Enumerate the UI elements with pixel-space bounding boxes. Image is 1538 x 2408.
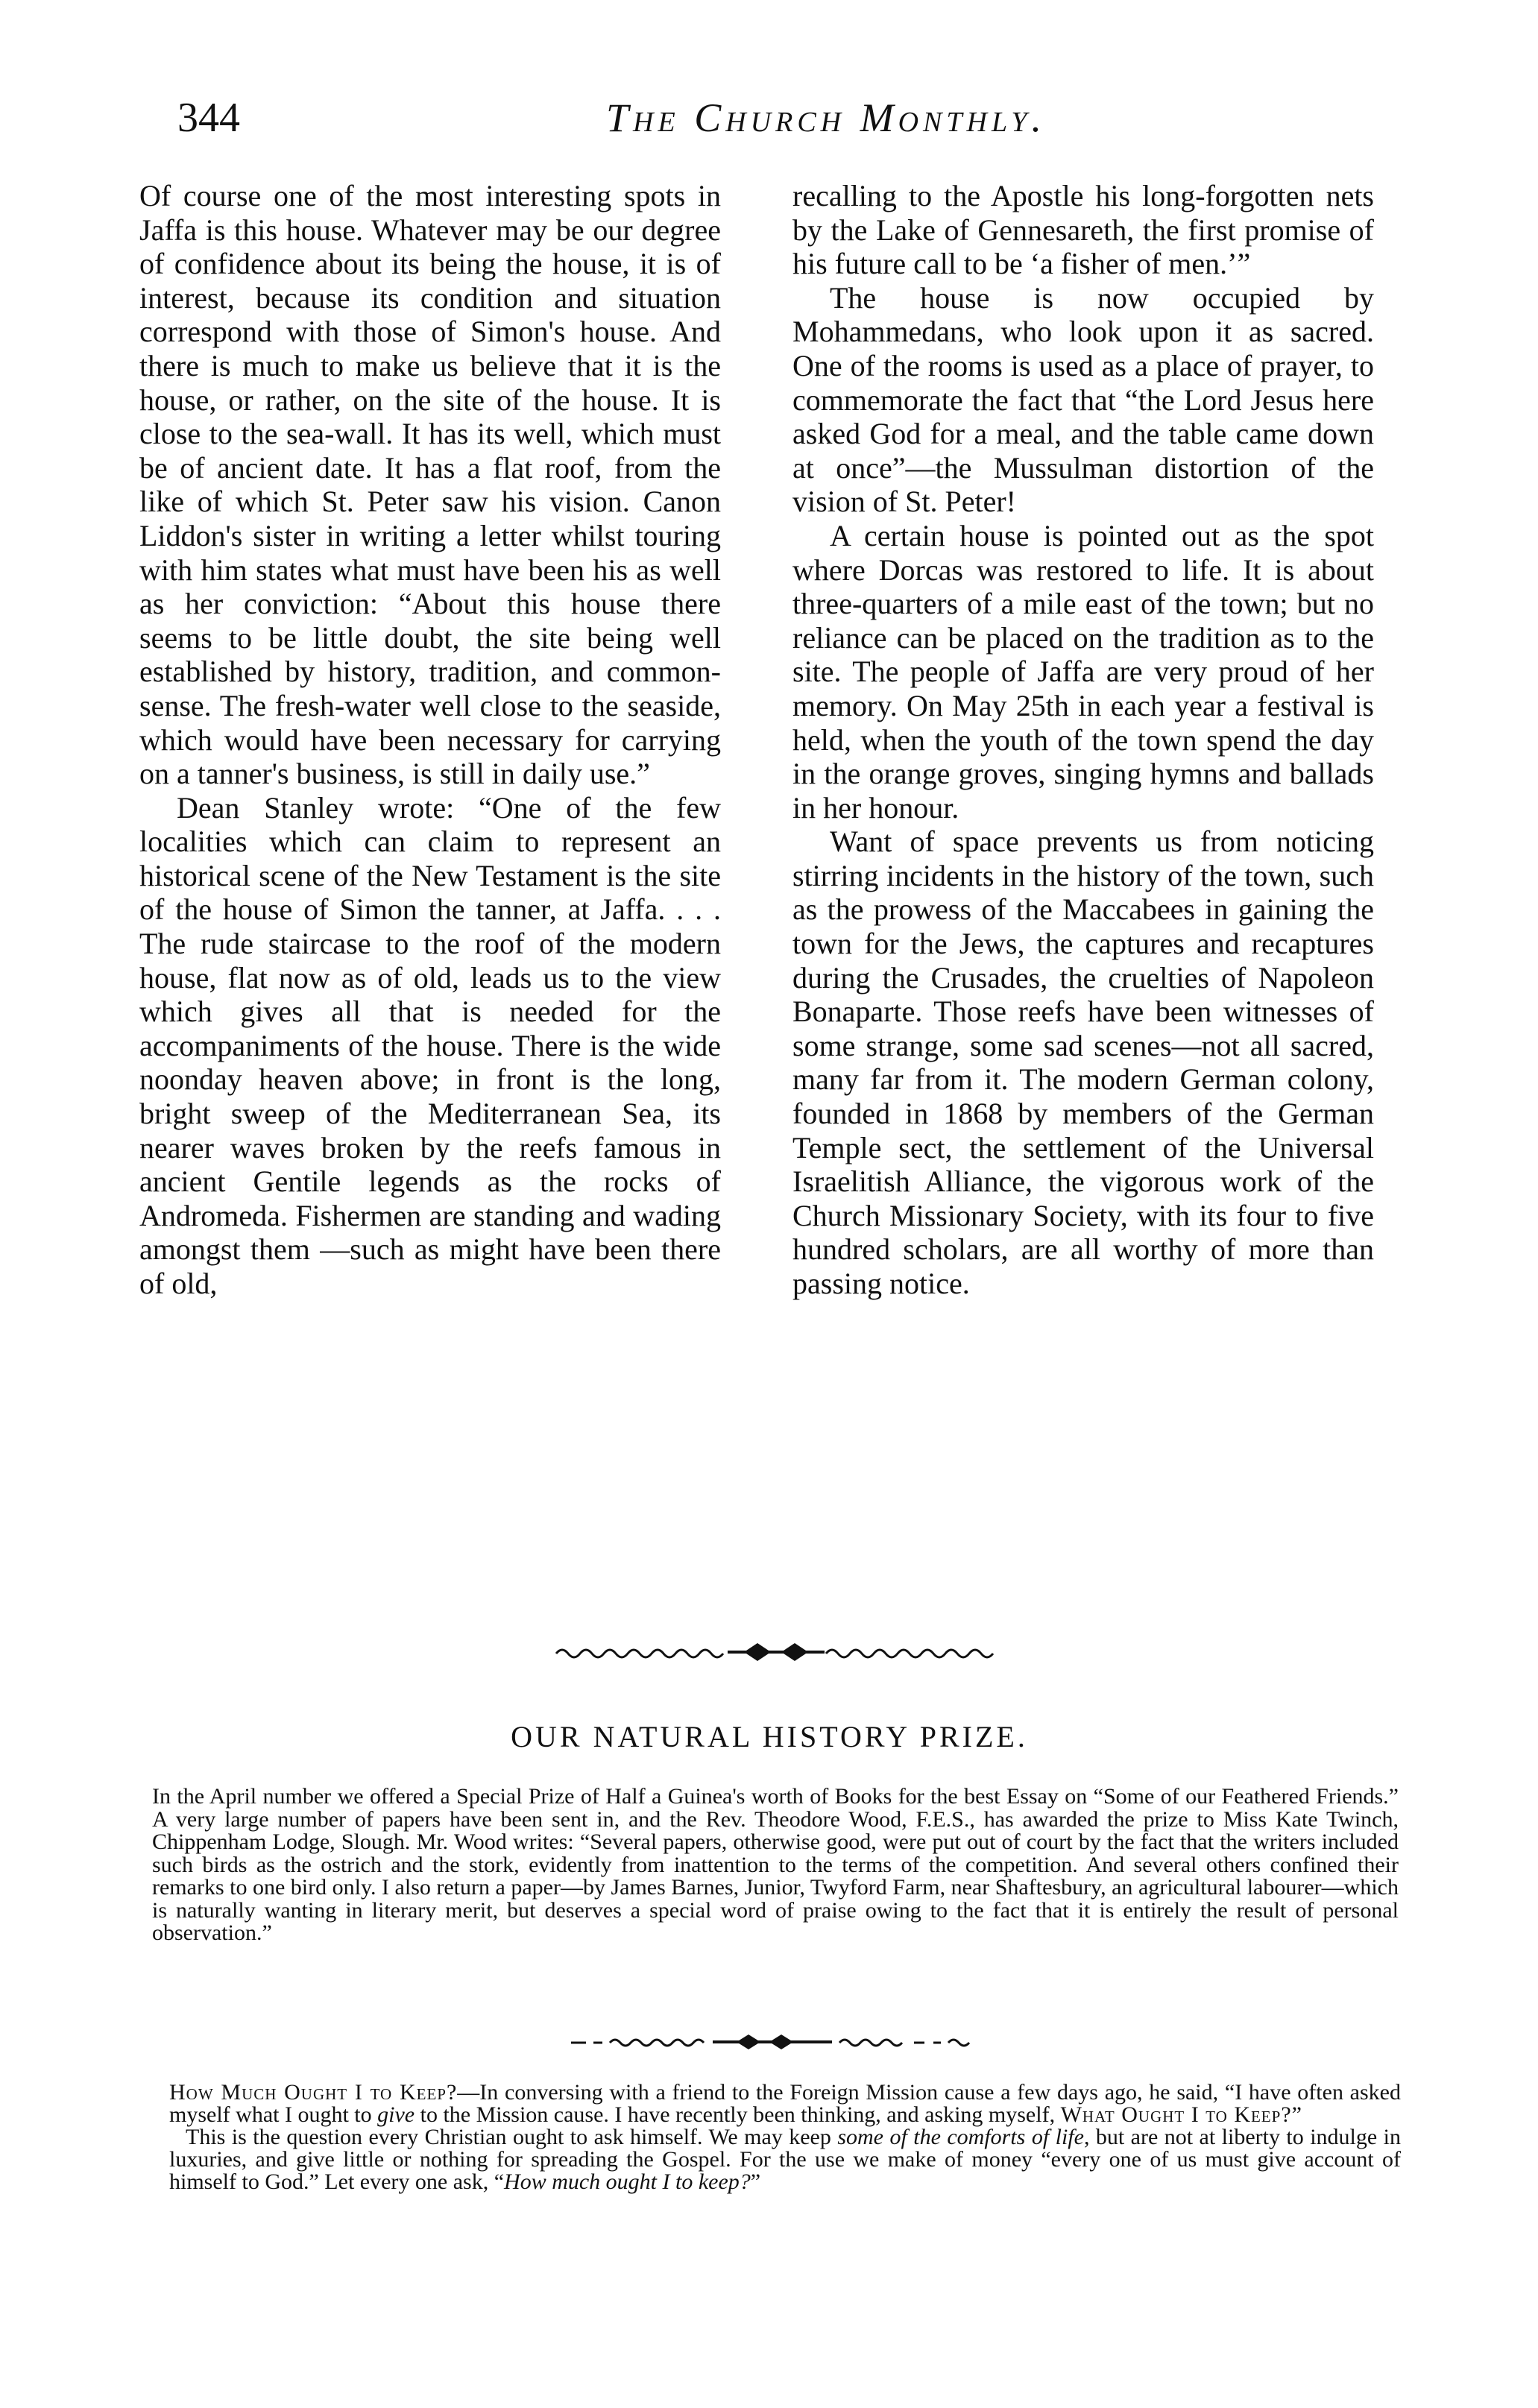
page-number: 344 <box>177 95 240 141</box>
mission-text-run: ” <box>750 2169 761 2194</box>
prize-heading: OUR NATURAL HISTORY PRIZE. <box>511 1720 1028 1753</box>
mission-text-run: This is the question every Christian ought to ask himself. We may keep <box>186 2125 838 2149</box>
mission-paragraph <box>169 2081 1401 2126</box>
prize-announcement: In the April number we offered a Special Prize of Half a Guinea's worth of Books for the best Essay on “Some of our Feathered Friends.” A very large number of papers have been sent in, and the Rev. Theodore Wood, F.E.S., has awarded the prize to Miss Kate Twinch, Chippenham Lodge, Slough. Mr. Wood writes: “Several papers, otherwise good, were put out of court by the fact that the writers included such birds as the ostrich and the stork, evidently from inattention to the terms of the competition. And several others confined their remarks to one bird only. I also return a paper—by James Barnes, Junior, Twyford Farm, near Shaftesbury, an agricultural labourer—which is naturally wanting in literary merit, but deserves a special word of praise owing to the fact that it is entirely the result of personal observation.” <box>152 1784 1399 1945</box>
mission-emphasis: How much ought I to keep? <box>504 2169 751 2194</box>
mission-title: How Much Ought I to Keep? <box>169 2080 458 2105</box>
article-paragraph: recalling to the Apostle his long-forgotten nets by the Lake of Gennesareth, the first promise of his future call to be ‘a fisher of men.’” <box>792 179 1374 281</box>
mission-emphasis: give <box>377 2102 415 2127</box>
mission-text-run: to the Mission cause. I have recently been thinking, and asking myself, <box>415 2102 1061 2127</box>
ornamental-divider <box>549 1637 1003 1667</box>
mission-paragraph <box>169 2126 1401 2193</box>
ornamental-divider <box>564 2029 981 2055</box>
article-paragraph: The house is now occupied by Mohammedans, who look upon it as sacred. One of the rooms is used as a place of prayer, to commemorate the fact that “the Lord Jesus here asked God for a meal, and the table came down at once”—the Mussulman distortion of the vision of St. Peter! <box>792 280 1374 519</box>
mission-text-run: —In conversing with a friend to the Foreign Mission cause a few days ago, he said, “I have often asked myself what I ought to <box>169 2080 1401 2127</box>
running-header <box>177 88 1385 148</box>
mission-note <box>169 2081 1401 2193</box>
running-title: The Church Monthly. <box>606 95 1046 140</box>
article-paragraph: Of course one of the most interesting spots in Jaffa is this house. Whatever may be our degree of confidence about its being the house, it is of interest, because its condition and situation correspond with those of Simon's house. And there is much to make us believe that it is the house, or rather, on the site of the house. It is close to the sea-wall. It has its well, which must be of ancient date. It has a flat roof, from the like of which St. Peter saw his vision. Canon Liddon's sister in writing a letter whilst touring with him states what must have been his as well as her conviction: “About this house there seems to be little doubt, the site being well established by history, tradition, and common-sense. The fresh-water well close to the seaside, which would have been necessary for carrying on a tanner's business, is still in daily use.” <box>139 179 721 791</box>
article-right-column <box>792 179 1374 1301</box>
article-paragraph: Dean Stanley wrote: “One of the few localities which can claim to represent an historical scene of the New Testament is the site of the house of Simon the tanner, at Jaffa. . . . The rude staircase to the roof of the modern house, flat now as of old, leads us to the view which gives all that is needed for the accompaniments of the house. There is the wide noonday heaven above; in front is the long, bright sweep of the Mediterranean Sea, its nearer waves broken by the reefs famous in ancient Gentile legends as the rocks of Andromeda. Fishermen are standing and wading amongst them —such as might have been there of old, <box>139 790 721 1300</box>
article-paragraph: A certain house is pointed out as the spot where Dorcas was restored to life. It is about three-quarters of a mile east of the town; but no reliance can be placed on the tradition as to the site. The people of Jaffa are very proud of her memory. On May 25th in each year a festival is held, when the youth of the town spend the day in the orange groves, singing hymns and ballads in her honour. <box>792 518 1374 825</box>
article-left-column <box>139 179 721 1301</box>
mission-text-run: ” <box>1291 2102 1302 2127</box>
article-paragraph: Want of space prevents us from noticing stirring incidents in the history of the town, such as the prowess of the Maccabees in gaining the town for the Jews, the captures and recaptures during the Crusades, the cruelties of Napoleon Bonaparte. Those reefs have been witnesses of some strange, some sad scenes—not all sacred, many far from it. The modern German colony, founded in 1868 by members of the German Temple sect, the settlement of the Universal Israelitish Alliance, the vigorous work of the Church Missionary Society, with its four to five hundred scholars, are all worthy of more than passing notice. <box>792 825 1374 1300</box>
mission-emphasis: some of the comforts of life <box>837 2125 1084 2149</box>
mission-title-repeat: What Ought I to Keep? <box>1060 2102 1292 2127</box>
mission-text-run: , but are not at liberty to indulge in luxuries, and give little or nothing for spreading the Gospel. For the use we make of money “every one of us must give account of himself to God.” Let every one ask, “ <box>169 2125 1402 2194</box>
